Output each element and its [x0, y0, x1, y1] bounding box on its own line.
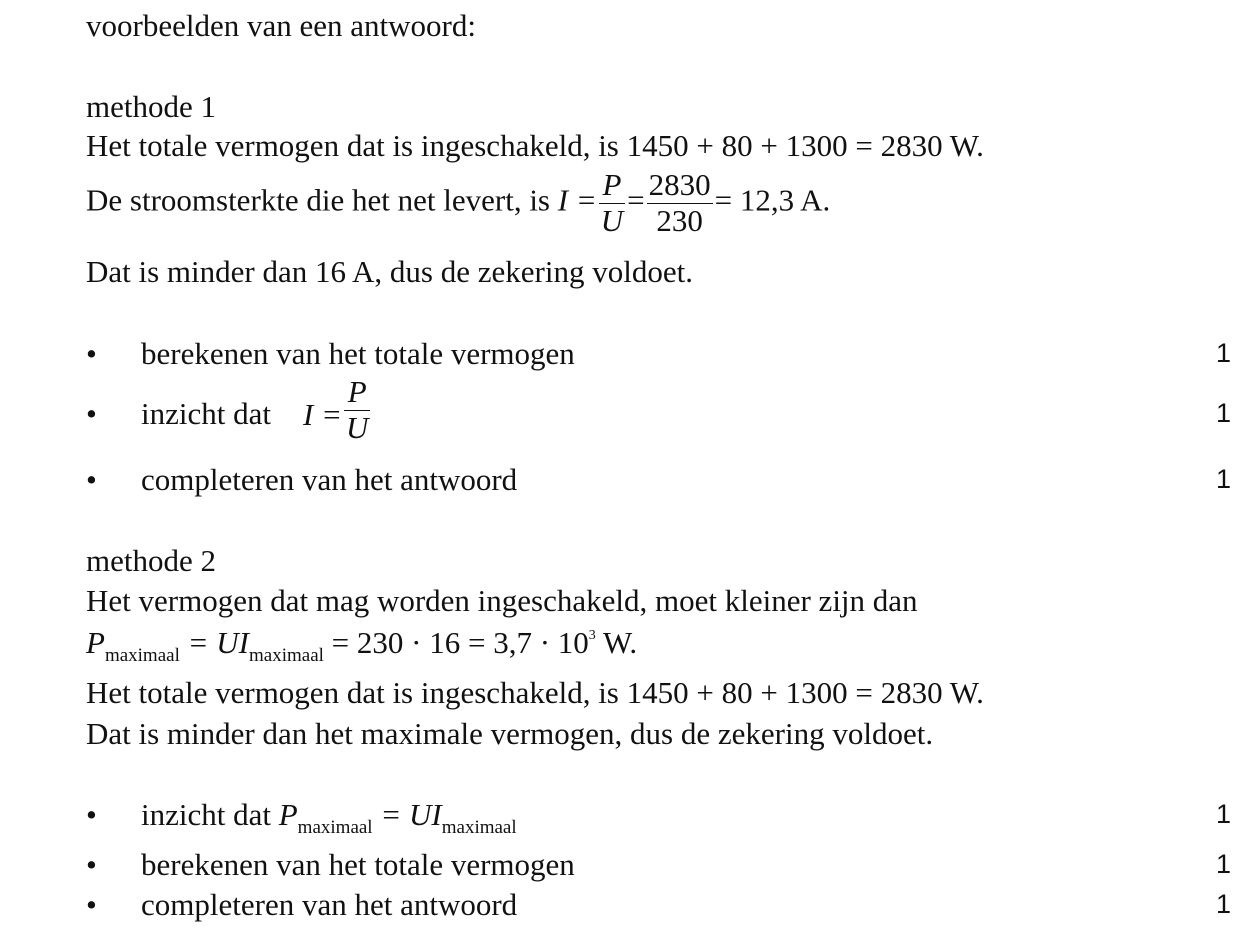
formula-subscript: maximaal [297, 817, 373, 838]
formula-subscript: maximaal [104, 645, 180, 666]
criterion-score: 1 [1216, 849, 1232, 879]
formula-equals: = [627, 182, 645, 218]
formula-ui: = UI [187, 625, 249, 660]
criterion-text: berekenen van het totale vermogen [141, 847, 575, 882]
criterion-text: completeren van het antwoord [141, 887, 518, 922]
formula-lhs: I = [303, 397, 342, 432]
bullet-icon: • [86, 887, 97, 922]
intro-text: voorbeelden van een antwoord: [86, 8, 476, 43]
power-line-math: 1450 + 80 + 1300 = 2830 W. [626, 675, 984, 710]
fraction-numerator: P [599, 168, 625, 204]
method-2-max-line: Het vermogen dat mag worden ingeschakeld, moet kleiner zijn dan [86, 583, 918, 618]
criterion-text: berekenen van het totale vermogen [141, 336, 575, 371]
bullet-icon: • [86, 847, 97, 882]
criterion-text [141, 799, 517, 837]
method-2-max-formula [86, 627, 637, 665]
formula-exponent: 3 [588, 628, 596, 643]
method-1-power-line [86, 130, 984, 161]
formula-symbol-p: P [86, 625, 105, 660]
formula-subscript: maximaal [441, 817, 517, 838]
formula-fraction-p-u [344, 375, 370, 445]
fraction-numerator: 2830 [648, 167, 711, 202]
fraction-denominator: U [346, 409, 369, 445]
fraction-denominator: U [600, 202, 624, 238]
bullet-icon: • [86, 336, 97, 371]
bullet-icon: • [86, 797, 97, 832]
criterion-label: inzicht dat [141, 797, 271, 832]
power-line-text: Het totale vermogen dat is ingeschakeld, is [86, 675, 619, 710]
formula-fraction-p-u [599, 168, 625, 238]
method-2-conclusion: Dat is minder dan het maximale vermogen, dus de zekering voldoet. [86, 716, 934, 751]
bullet-icon: • [86, 396, 97, 431]
criterion-formula [303, 375, 372, 445]
fraction-denominator: 230 [656, 202, 703, 238]
method-1-conclusion: Dat is minder dan 16 A, dus de zekering voldoet. [86, 254, 693, 289]
method-1-heading: methode 1 [86, 89, 216, 124]
criterion-score: 1 [1216, 889, 1232, 919]
bullet-icon: • [86, 462, 97, 497]
formula-unit: W. [595, 625, 638, 660]
formula-subscript: maximaal [249, 645, 324, 666]
criterion-label: inzicht dat [141, 396, 271, 431]
formula-lhs: I = [557, 182, 597, 218]
fraction-numerator: P [344, 375, 370, 411]
formula-ui: = UI [380, 797, 442, 832]
formula-calculation: = 230 · 16 = 3,7 · 10 [331, 625, 589, 660]
method-2-heading: methode 2 [86, 543, 216, 578]
formula-fraction-values [647, 168, 713, 238]
power-line-text: Het totale vermogen dat is ingeschakeld, is [86, 128, 619, 163]
criterion-score: 1 [1216, 799, 1232, 829]
method-1-current-line [86, 168, 830, 238]
criterion-score: 1 [1216, 464, 1232, 494]
method-2-power-line [86, 677, 984, 708]
current-line-text: De stroomsterkte die het net levert, is [86, 182, 551, 218]
power-line-math: 1450 + 80 + 1300 = 2830 W. [626, 128, 984, 163]
criterion-text [141, 374, 369, 445]
formula-result: = 12,3 A. [714, 182, 831, 218]
criterion-score: 1 [1216, 398, 1232, 428]
criterion-score: 1 [1216, 338, 1232, 368]
formula-symbol-p: P [278, 797, 298, 832]
criterion-text: completeren van het antwoord [141, 462, 518, 497]
